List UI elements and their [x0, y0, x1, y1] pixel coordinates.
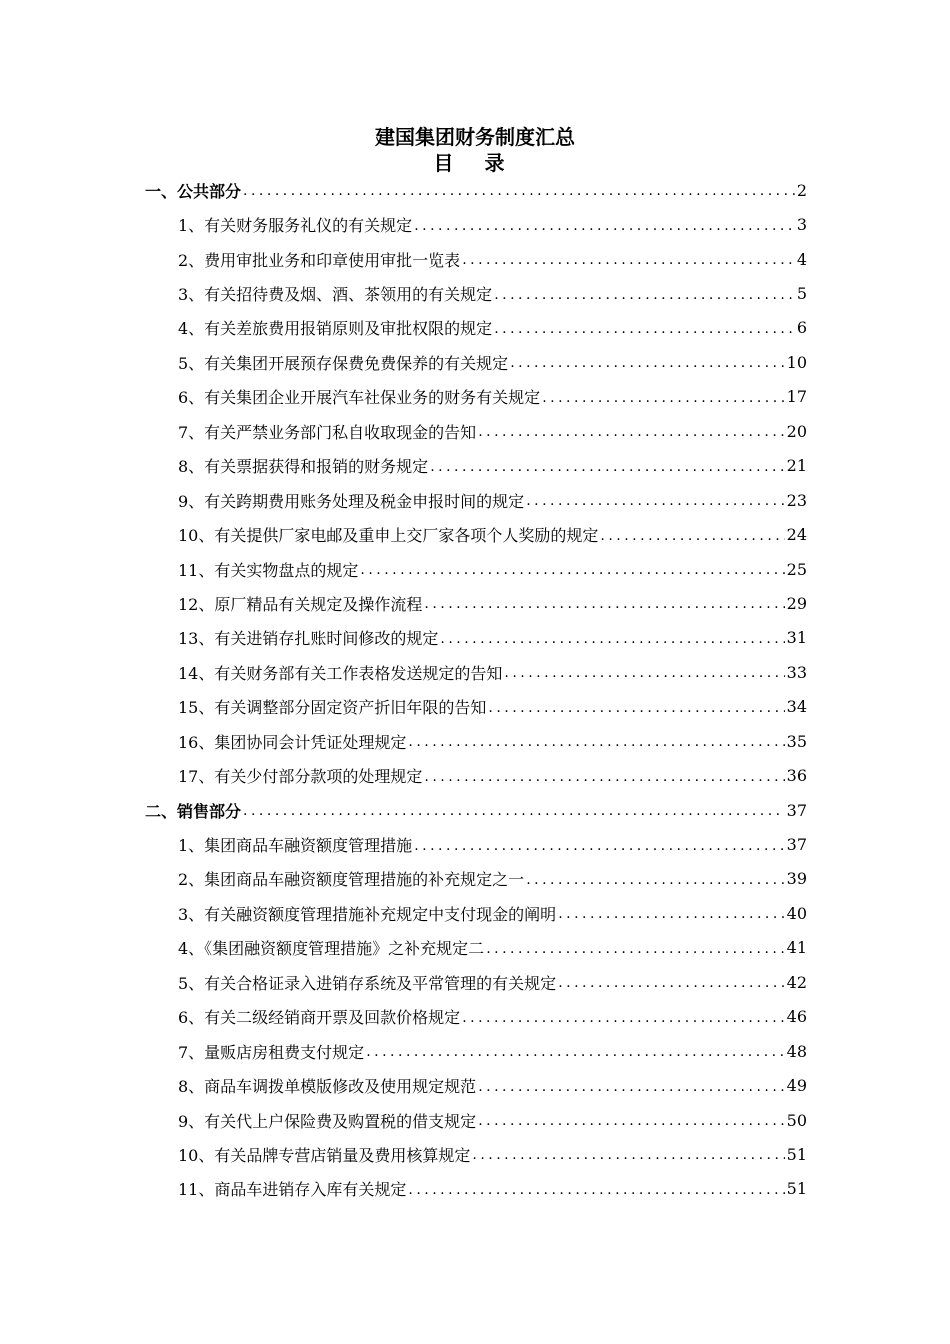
- toc-page-number: 4: [796, 249, 807, 269]
- toc-entry-label: 11、有关实物盘点的规定: [178, 560, 359, 580]
- dot-leader: [494, 287, 795, 303]
- toc-entry-label: 15、有关调整部分固定资产折旧年限的告知: [178, 698, 487, 718]
- toc-item-entry[interactable]: [0, 1137, 807, 1171]
- toc-page-number: 36: [786, 766, 807, 786]
- toc-entry-label: 一、公共部分: [145, 181, 242, 201]
- toc-page-number: 49: [786, 1076, 807, 1096]
- toc-item-entry[interactable]: [0, 311, 807, 345]
- dot-leader: [462, 1010, 784, 1026]
- toc-page-number: 46: [786, 1007, 807, 1027]
- toc-entry-label: 5、有关合格证录入进销存系统及平常管理的有关规定: [178, 973, 557, 993]
- toc-entry-label: 9、有关跨期费用账务处理及税金申报时间的规定: [178, 491, 525, 511]
- toc-item-entry[interactable]: [0, 690, 807, 724]
- dot-leader: [366, 1044, 784, 1060]
- toc-item-entry[interactable]: [0, 655, 807, 689]
- dot-leader: [414, 838, 784, 854]
- toc-page-number: 48: [786, 1041, 807, 1061]
- toc-page-number: 20: [786, 421, 807, 441]
- toc-page-number: 10: [786, 352, 807, 372]
- dot-leader: [504, 665, 784, 681]
- dot-leader: [408, 1182, 784, 1198]
- toc-page-number: 42: [786, 972, 807, 992]
- toc-page-number: 50: [786, 1110, 807, 1130]
- dot-leader: [424, 596, 784, 612]
- dot-leader: [486, 941, 784, 957]
- toc-item-entry[interactable]: [0, 552, 807, 586]
- toc-entry-label: 2、费用审批业务和印章使用审批一览表: [178, 250, 461, 270]
- toc-item-entry[interactable]: [0, 965, 807, 999]
- toc-item-entry[interactable]: [0, 862, 807, 896]
- toc-item-entry[interactable]: [0, 1034, 807, 1068]
- toc-page-number: 51: [786, 1144, 807, 1164]
- toc-item-entry[interactable]: [0, 517, 807, 551]
- table-of-contents: [0, 173, 950, 1206]
- dot-leader: [526, 872, 784, 888]
- dot-leader: [408, 734, 784, 750]
- toc-entry-label: 11、商品车进销存入库有关规定: [178, 1180, 407, 1200]
- dot-leader: [558, 975, 784, 991]
- toc-page-number: 5: [796, 284, 807, 304]
- dot-leader: [600, 528, 784, 544]
- dot-leader: [478, 1079, 784, 1095]
- toc-item-entry[interactable]: [0, 724, 807, 758]
- toc-page-number: 23: [786, 490, 807, 510]
- toc-entry-label: 7、量贩店房租费支付规定: [178, 1042, 365, 1062]
- dot-leader: [558, 906, 784, 922]
- toc-entry-label: 1、集团商品车融资额度管理措施: [178, 836, 413, 856]
- dot-leader: [243, 803, 785, 819]
- document-title: 建国集团财务制度汇总: [375, 125, 575, 149]
- toc-entry-label: 12、原厂精品有关规定及操作流程: [178, 594, 423, 614]
- toc-page-number: 40: [786, 903, 807, 923]
- dot-leader: [478, 424, 784, 440]
- dot-leader: [430, 459, 784, 475]
- toc-entry-label: 4、《集团融资额度管理措施》之补充规定二: [178, 939, 485, 959]
- toc-section-entry[interactable]: [0, 173, 807, 207]
- toc-item-entry[interactable]: [0, 483, 807, 517]
- toc-entry-label: 2、集团商品车融资额度管理措施的补充规定之一: [178, 870, 525, 890]
- toc-page-number: 33: [786, 662, 807, 682]
- dot-leader: [462, 252, 795, 268]
- toc-item-entry[interactable]: [0, 242, 807, 276]
- toc-entry-label: 9、有关代上户保险费及购置税的借支规定: [178, 1111, 477, 1131]
- toc-item-entry[interactable]: [0, 276, 807, 310]
- toc-entry-label: 14、有关财务部有关工作表格发送规定的告知: [178, 663, 503, 683]
- toc-entry-label: 16、集团协同会计凭证处理规定: [178, 732, 407, 752]
- dot-leader: [472, 1147, 784, 1163]
- toc-item-entry[interactable]: [0, 896, 807, 930]
- dot-leader: [360, 562, 784, 578]
- dot-leader: [494, 321, 795, 337]
- toc-entry-label: 8、商品车调拨单模版修改及使用规定规范: [178, 1077, 477, 1097]
- toc-heading: 目 录: [433, 151, 517, 175]
- toc-page-number: 39: [786, 869, 807, 889]
- toc-page-number: 37: [786, 800, 807, 820]
- toc-page-number: 35: [786, 731, 807, 751]
- toc-item-entry[interactable]: [0, 414, 807, 448]
- toc-page-number: 24: [786, 525, 807, 545]
- toc-entry-label: 5、有关集团开展预存保费免费保养的有关规定: [178, 353, 509, 373]
- dot-leader: [243, 183, 795, 199]
- dot-leader: [488, 700, 784, 716]
- toc-page-number: 31: [786, 628, 807, 648]
- toc-section-entry[interactable]: [0, 793, 807, 827]
- toc-entry-label: 6、有关二级经销商开票及回款价格规定: [178, 1008, 461, 1028]
- dot-leader: [424, 769, 784, 785]
- dot-leader: [510, 355, 784, 371]
- toc-page-number: 3: [796, 215, 807, 235]
- toc-entry-label: 8、有关票据获得和报销的财务规定: [178, 457, 429, 477]
- toc-item-entry[interactable]: [0, 380, 807, 414]
- toc-item-entry[interactable]: [0, 1000, 807, 1034]
- toc-item-entry[interactable]: [0, 1068, 807, 1102]
- toc-page-number: 41: [786, 938, 807, 958]
- dot-leader: [478, 1113, 784, 1129]
- toc-entry-label: 7、有关严禁业务部门私自收取现金的告知: [178, 422, 477, 442]
- toc-entry-label: 10、有关提供厂家电邮及重申上交厂家各项个人奖励的规定: [178, 526, 599, 546]
- dot-leader: [526, 493, 784, 509]
- toc-entry-label: 6、有关集团企业开展汽车社保业务的财务有关规定: [178, 388, 541, 408]
- dot-leader: [440, 631, 784, 647]
- dot-leader: [414, 218, 795, 234]
- dot-leader: [542, 390, 784, 406]
- toc-entry-label: 二、销售部分: [145, 801, 242, 821]
- toc-entry-label: 4、有关差旅费用报销原则及审批权限的规定: [178, 319, 493, 339]
- toc-entry-label: 3、有关融资额度管理措施补充规定中支付现金的阐明: [178, 904, 557, 924]
- toc-item-entry[interactable]: [0, 621, 807, 655]
- toc-entry-label: 17、有关少付部分款项的处理规定: [178, 767, 423, 787]
- toc-entry-label: 13、有关进销存扎账时间修改的规定: [178, 629, 439, 649]
- toc-page-number: 17: [786, 387, 807, 407]
- toc-entry-label: 10、有关品牌专营店销量及费用核算规定: [178, 1145, 471, 1165]
- toc-item-entry[interactable]: [0, 1172, 807, 1206]
- toc-item-entry[interactable]: [0, 207, 807, 241]
- toc-page-number: 25: [786, 559, 807, 579]
- toc-page-number: 6: [796, 318, 807, 338]
- toc-page-number: 2: [796, 180, 807, 200]
- toc-page-number: 29: [786, 593, 807, 613]
- toc-item-entry[interactable]: [0, 758, 807, 792]
- toc-item-entry[interactable]: [0, 449, 807, 483]
- toc-page-number: 21: [786, 456, 807, 476]
- toc-item-entry[interactable]: [0, 586, 807, 620]
- toc-item-entry[interactable]: [0, 931, 807, 965]
- toc-entry-label: 1、有关财务服务礼仪的有关规定: [178, 216, 413, 236]
- toc-page-number: 37: [786, 835, 807, 855]
- toc-page-number: 34: [786, 697, 807, 717]
- toc-item-entry[interactable]: [0, 345, 807, 379]
- toc-entry-label: 3、有关招待费及烟、酒、茶领用的有关规定: [178, 285, 493, 305]
- toc-item-entry[interactable]: [0, 1103, 807, 1137]
- toc-item-entry[interactable]: [0, 827, 807, 861]
- toc-page-number: 51: [786, 1179, 807, 1199]
